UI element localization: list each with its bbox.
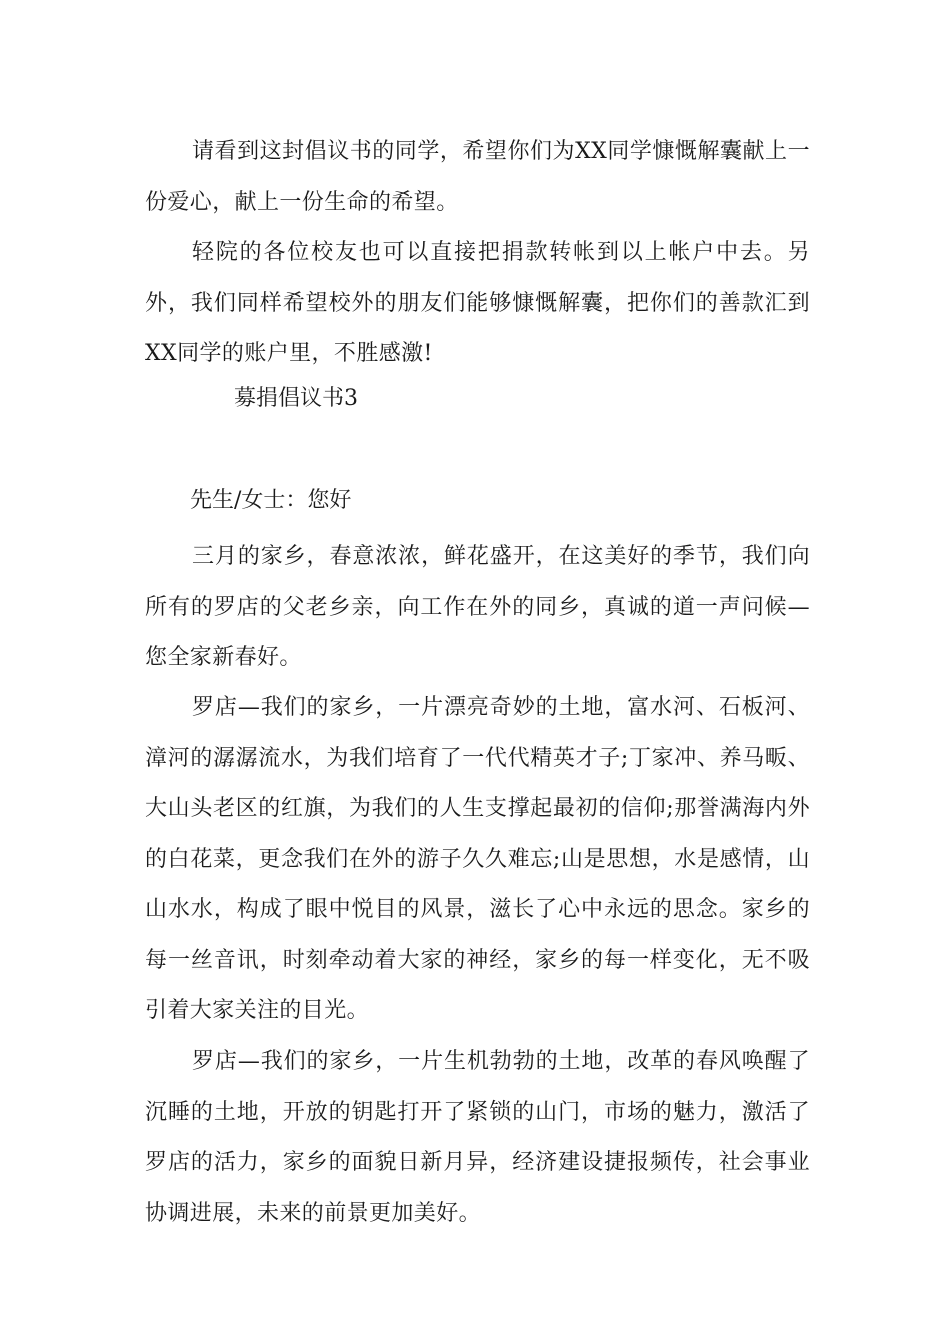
paragraph-hometown-land: 罗店—我们的家乡，一片漂亮奇妙的土地，富水河、石板河、漳河的潺潺流水，为我们培育了一代代精英才子;丁家冲、养马畈、大山头老区的红旗，为我们的人生支撑起最初的信仰;那誉满海内外的白花菜，更念我们在外的游子久久难忘;山是思想，水是感情，山山水水，构成了眼中悦目的风景，滋长了心中永远的思念。家乡的每一丝音讯，时刻牵动着大家的神经，家乡的每一样变化，无不吸引着大家关注的目光。 (145, 695, 810, 1023)
paragraph-alumni-appeal: 轻院的各位校友也可以直接把捐款转帐到以上帐户中去。另外，我们同样希望校外的朋友们能够慷慨解囊，把你们的善款汇到XX同学的账户里，不胜感激! (145, 240, 810, 366)
paragraph-donation-appeal: 请看到这封倡议书的同学，希望你们为XX同学慷慨解囊献上一份爱心，献上一份生命的希望。 (145, 139, 810, 215)
salutation: 先生/女士：您好 (190, 488, 352, 513)
section-title: 募捐倡议书3 (234, 386, 358, 411)
paragraph-hometown-development: 罗店—我们的家乡，一片生机勃勃的土地，改革的春风唤醒了沉睡的土地，开放的钥匙打开了紧锁的山门，市场的魅力，激活了罗店的活力，家乡的面貌日新月异，经济建设捷报频传，社会事业协调进展，未来的前景更加美好。 (145, 1049, 810, 1226)
paragraph-greeting: 三月的家乡，春意浓浓，鲜花盛开，在这美好的季节，我们向所有的罗店的父老乡亲，向工作在外的同乡，真诚的道一声问候—您全家新春好。 (145, 544, 810, 670)
